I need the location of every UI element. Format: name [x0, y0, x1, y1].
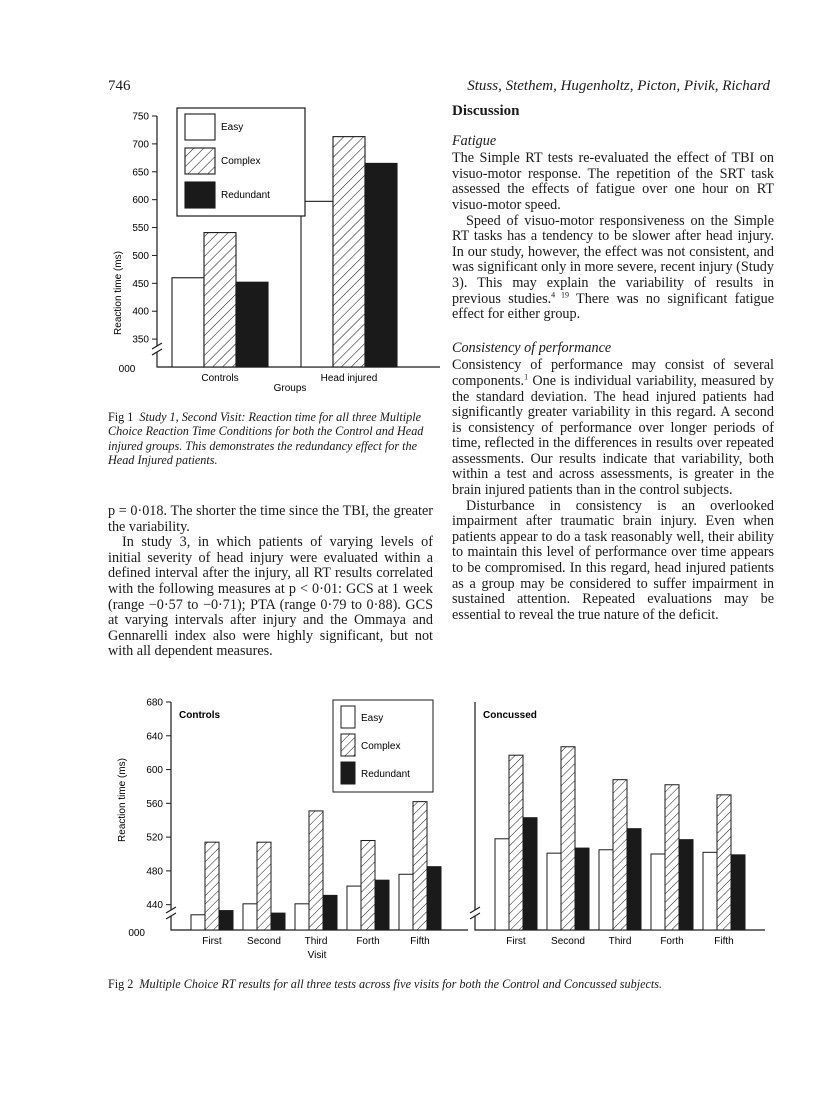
fatigue-paragraph-1: The Simple RT tests re-evaluated the effect of TBI on visuo-motor response. The repetition of the SRT task assessed the effects of fatigue over one hour on RT visuo-motor speed. [452, 150, 774, 213]
fig2-category-label: Second [247, 936, 281, 947]
fig2-bar-concussed-redundant-third [627, 829, 641, 930]
fig1-y-tick-label: 600 [132, 195, 149, 207]
fig1-legend-label: Redundant [221, 190, 270, 201]
fig2-y-tick-label: 680 [146, 697, 163, 709]
fig2-bar-controls-redundant-forth [375, 880, 389, 930]
fig2-y-tick-label: 520 [146, 832, 163, 844]
fig2-panel-title: Controls [179, 710, 221, 721]
fig2-bar-controls-redundant-first [219, 911, 233, 930]
fatigue-p2-text-a: Speed of visuo-motor responsiveness on the Simple RT tasks has a tendency to be slower after head injury. In our study, however, the effect was not consistent, and was significant only in more severe, recent injury (Study 3). This may explain the variability of results in previous studies. [452, 212, 774, 307]
fig2-legend-swatch [341, 734, 355, 756]
fig1-legend-label: Complex [221, 156, 261, 167]
fig2-caption [108, 977, 788, 991]
fig2-bar-concussed-complex-first [509, 755, 523, 930]
fig1-category-label: Head injured [320, 373, 378, 384]
fig2-caption-label: Fig 2 [108, 977, 134, 991]
fig2-bar-concussed-easy-second [547, 853, 561, 930]
fig2-bar-concussed-complex-third [613, 780, 627, 930]
consistency-paragraph-2: Disturbance in consistency is an overlooked impairment after traumatic brain injury. Even when patients appear to do a task reasonably well, their ability to maintain this level of performance over time appears to be compromised. In this regard, head injured patients as a group may be considered to suffer impairment in sustained attention. Repeated evaluations may be essential to reveal the true nature of the deficit. [452, 497, 774, 623]
left-paragraph-2: In study 3, in which patients of varying levels of initial severity of head injury were evaluated within a defined interval after the injury, all RT results correlated with the following measures at p < 0·01: GCS at 1 week (range −0·57 to −0·71); PTA (range 0·79 to 0·88). GCS at varying intervals after injury and the Ommaya and Gennarelli index also were highly significant, but not with all dependent measures. [108, 534, 433, 660]
fatigue-heading: Fatigue [452, 132, 497, 149]
fig2-bar-controls-easy-fifth [399, 874, 413, 930]
fig1-y-tick-label: 700 [132, 139, 149, 151]
fig2-chart [105, 690, 785, 965]
fig2-category-label: Fifth [410, 936, 430, 947]
fig1-bar-easy-controls [172, 278, 204, 367]
fig1-y-tick-label: 400 [132, 306, 149, 318]
fig2-bar-concussed-complex-forth [665, 785, 679, 930]
fig1-y-axis-label: Reaction time (ms) [113, 251, 124, 335]
fig2-bar-concussed-redundant-first [523, 818, 537, 930]
fig2-panel-title: Concussed [483, 710, 537, 721]
fig1-legend-swatch [185, 114, 215, 140]
fig2-bar-controls-complex-forth [361, 840, 375, 930]
fig2-category-label: Fifth [714, 936, 734, 947]
fig2-bar-controls-complex-second [257, 842, 271, 930]
fatigue-p2-text-b: There was no significant fatigue effect for either group. [452, 290, 774, 323]
fig2-bar-concussed-easy-first [495, 839, 509, 930]
fig2-bar-controls-redundant-fifth [427, 867, 441, 930]
fig2-y-tick-label: 640 [146, 731, 163, 743]
fig1-bar-redundant-controls [236, 282, 268, 367]
fig1-caption-text: Study 1, Second Visit: Reaction time for all three Multiple Choice Reaction Time Conditions for both the Control and Head injured groups. This demonstrates the redundancy effect for the Head Injured patients. [108, 410, 424, 468]
fig2-bar-concussed-complex-second [561, 747, 575, 930]
fig2-legend-swatch [341, 706, 355, 728]
fig2-legend-label: Easy [361, 713, 384, 724]
fig2-category-label: First [202, 936, 222, 947]
fig2-category-label: Third [304, 936, 328, 947]
fig2-bar-concussed-easy-forth [651, 854, 665, 930]
fig2-y-origin-label: 000 [128, 928, 145, 939]
fig2-legend-label: Complex [361, 741, 401, 752]
fig2-category-label: Second [551, 936, 585, 947]
fig1-legend-swatch [185, 182, 215, 208]
fig1-caption-label: Fig 1 [108, 410, 134, 424]
fig2-y-tick-label: 560 [146, 798, 163, 810]
fig1-y-origin-label: 000 [118, 364, 136, 375]
fig2-bar-controls-easy-forth [347, 886, 361, 930]
fig2-bar-controls-easy-second [243, 904, 257, 930]
fig2-bar-concussed-easy-fifth [703, 852, 717, 930]
consistency-paragraph-1 [452, 358, 774, 498]
page-number: 746 [108, 78, 131, 94]
fig2-bar-concussed-redundant-forth [679, 840, 693, 930]
fig2-caption-text: Multiple Choice RT results for all three tests across five visits for both the Control and Concussed subjects. [139, 977, 663, 991]
fig2-category-label: First [506, 936, 526, 947]
fig2-bar-concussed-redundant-fifth [731, 855, 745, 930]
fig1-y-tick-label: 650 [132, 167, 149, 179]
fig2-bar-concussed-complex-fifth [717, 795, 731, 930]
fig2-legend-label: Redundant [361, 769, 410, 780]
consistency-p1-text-a: Consistency of performance may consist of several components. [452, 357, 774, 389]
consistency-p1-reference: 1 [524, 372, 529, 382]
fig2-category-label: Forth [356, 936, 380, 947]
discussion-heading: Discussion [452, 103, 520, 119]
fig2-bar-concussed-redundant-second [575, 848, 589, 930]
fig2-bar-concussed-easy-third [599, 850, 613, 930]
right-column-text [452, 104, 774, 623]
fatigue-paragraph-2 [452, 214, 774, 323]
fig2-bar-controls-complex-fifth [413, 802, 427, 930]
fig2-y-tick-label: 440 [146, 900, 163, 912]
fig2-bar-controls-redundant-second [271, 913, 285, 930]
fig1-y-tick-label: 450 [132, 278, 149, 290]
fig2-category-label: Third [608, 936, 632, 947]
fig1-y-tick-label: 350 [132, 334, 149, 346]
running-head: Stuss, Stethem, Hugenholtz, Picton, Pivik, Richard [467, 78, 770, 94]
fig1-category-label: Controls [201, 373, 239, 384]
fig1-bar-redundant-head-injured [365, 163, 397, 367]
fig1-y-tick-label: 550 [132, 223, 149, 235]
fig2-bar-controls-complex-first [205, 842, 219, 930]
fig1-bar-easy-head-injured [301, 201, 333, 367]
fig1-legend-swatch [185, 148, 215, 174]
fig2-bar-controls-redundant-third [323, 895, 337, 930]
fig1-y-tick-label: 500 [132, 250, 149, 262]
fig2-bar-controls-easy-first [191, 915, 205, 930]
fatigue-p2-reference: 4 19 [551, 289, 569, 299]
fig2-y-axis-label: Reaction time (ms) [117, 758, 128, 842]
left-column-text [108, 504, 433, 660]
consistency-p1-text-b: One is individual variability, measured by the standard deviation. The head injured patients had significantly greater variability in this regard. A second is consistency of performance over longer periods of time, reflected in the differences in results over repeated assessments. Our results indicate that variability, both within a test and across assessments, is greater in the brain injured patients than in the control subjects. [452, 372, 774, 499]
fig2-x-axis-label: Visit [307, 950, 327, 961]
fig1-caption [108, 410, 428, 468]
fig1-legend-label: Easy [221, 122, 244, 133]
fig2-bar-controls-complex-third [309, 811, 323, 930]
fig2-y-tick-label: 600 [146, 765, 163, 777]
left-paragraph-1: p = 0·018. The shorter the time since the TBI, the greater the variability. [108, 503, 433, 535]
fig1-bar-complex-head-injured [333, 137, 365, 367]
fig1-y-tick-label: 750 [132, 111, 149, 123]
fig1-chart [105, 98, 450, 398]
fig1-x-axis-label: Groups [273, 383, 307, 394]
fig2-bar-controls-easy-third [295, 904, 309, 930]
consistency-heading: Consistency of performance [452, 339, 612, 356]
fig1-bar-complex-controls [204, 233, 236, 367]
fig2-category-label: Forth [660, 936, 684, 947]
fig2-y-tick-label: 480 [146, 866, 163, 878]
fig2-legend-swatch [341, 762, 355, 784]
